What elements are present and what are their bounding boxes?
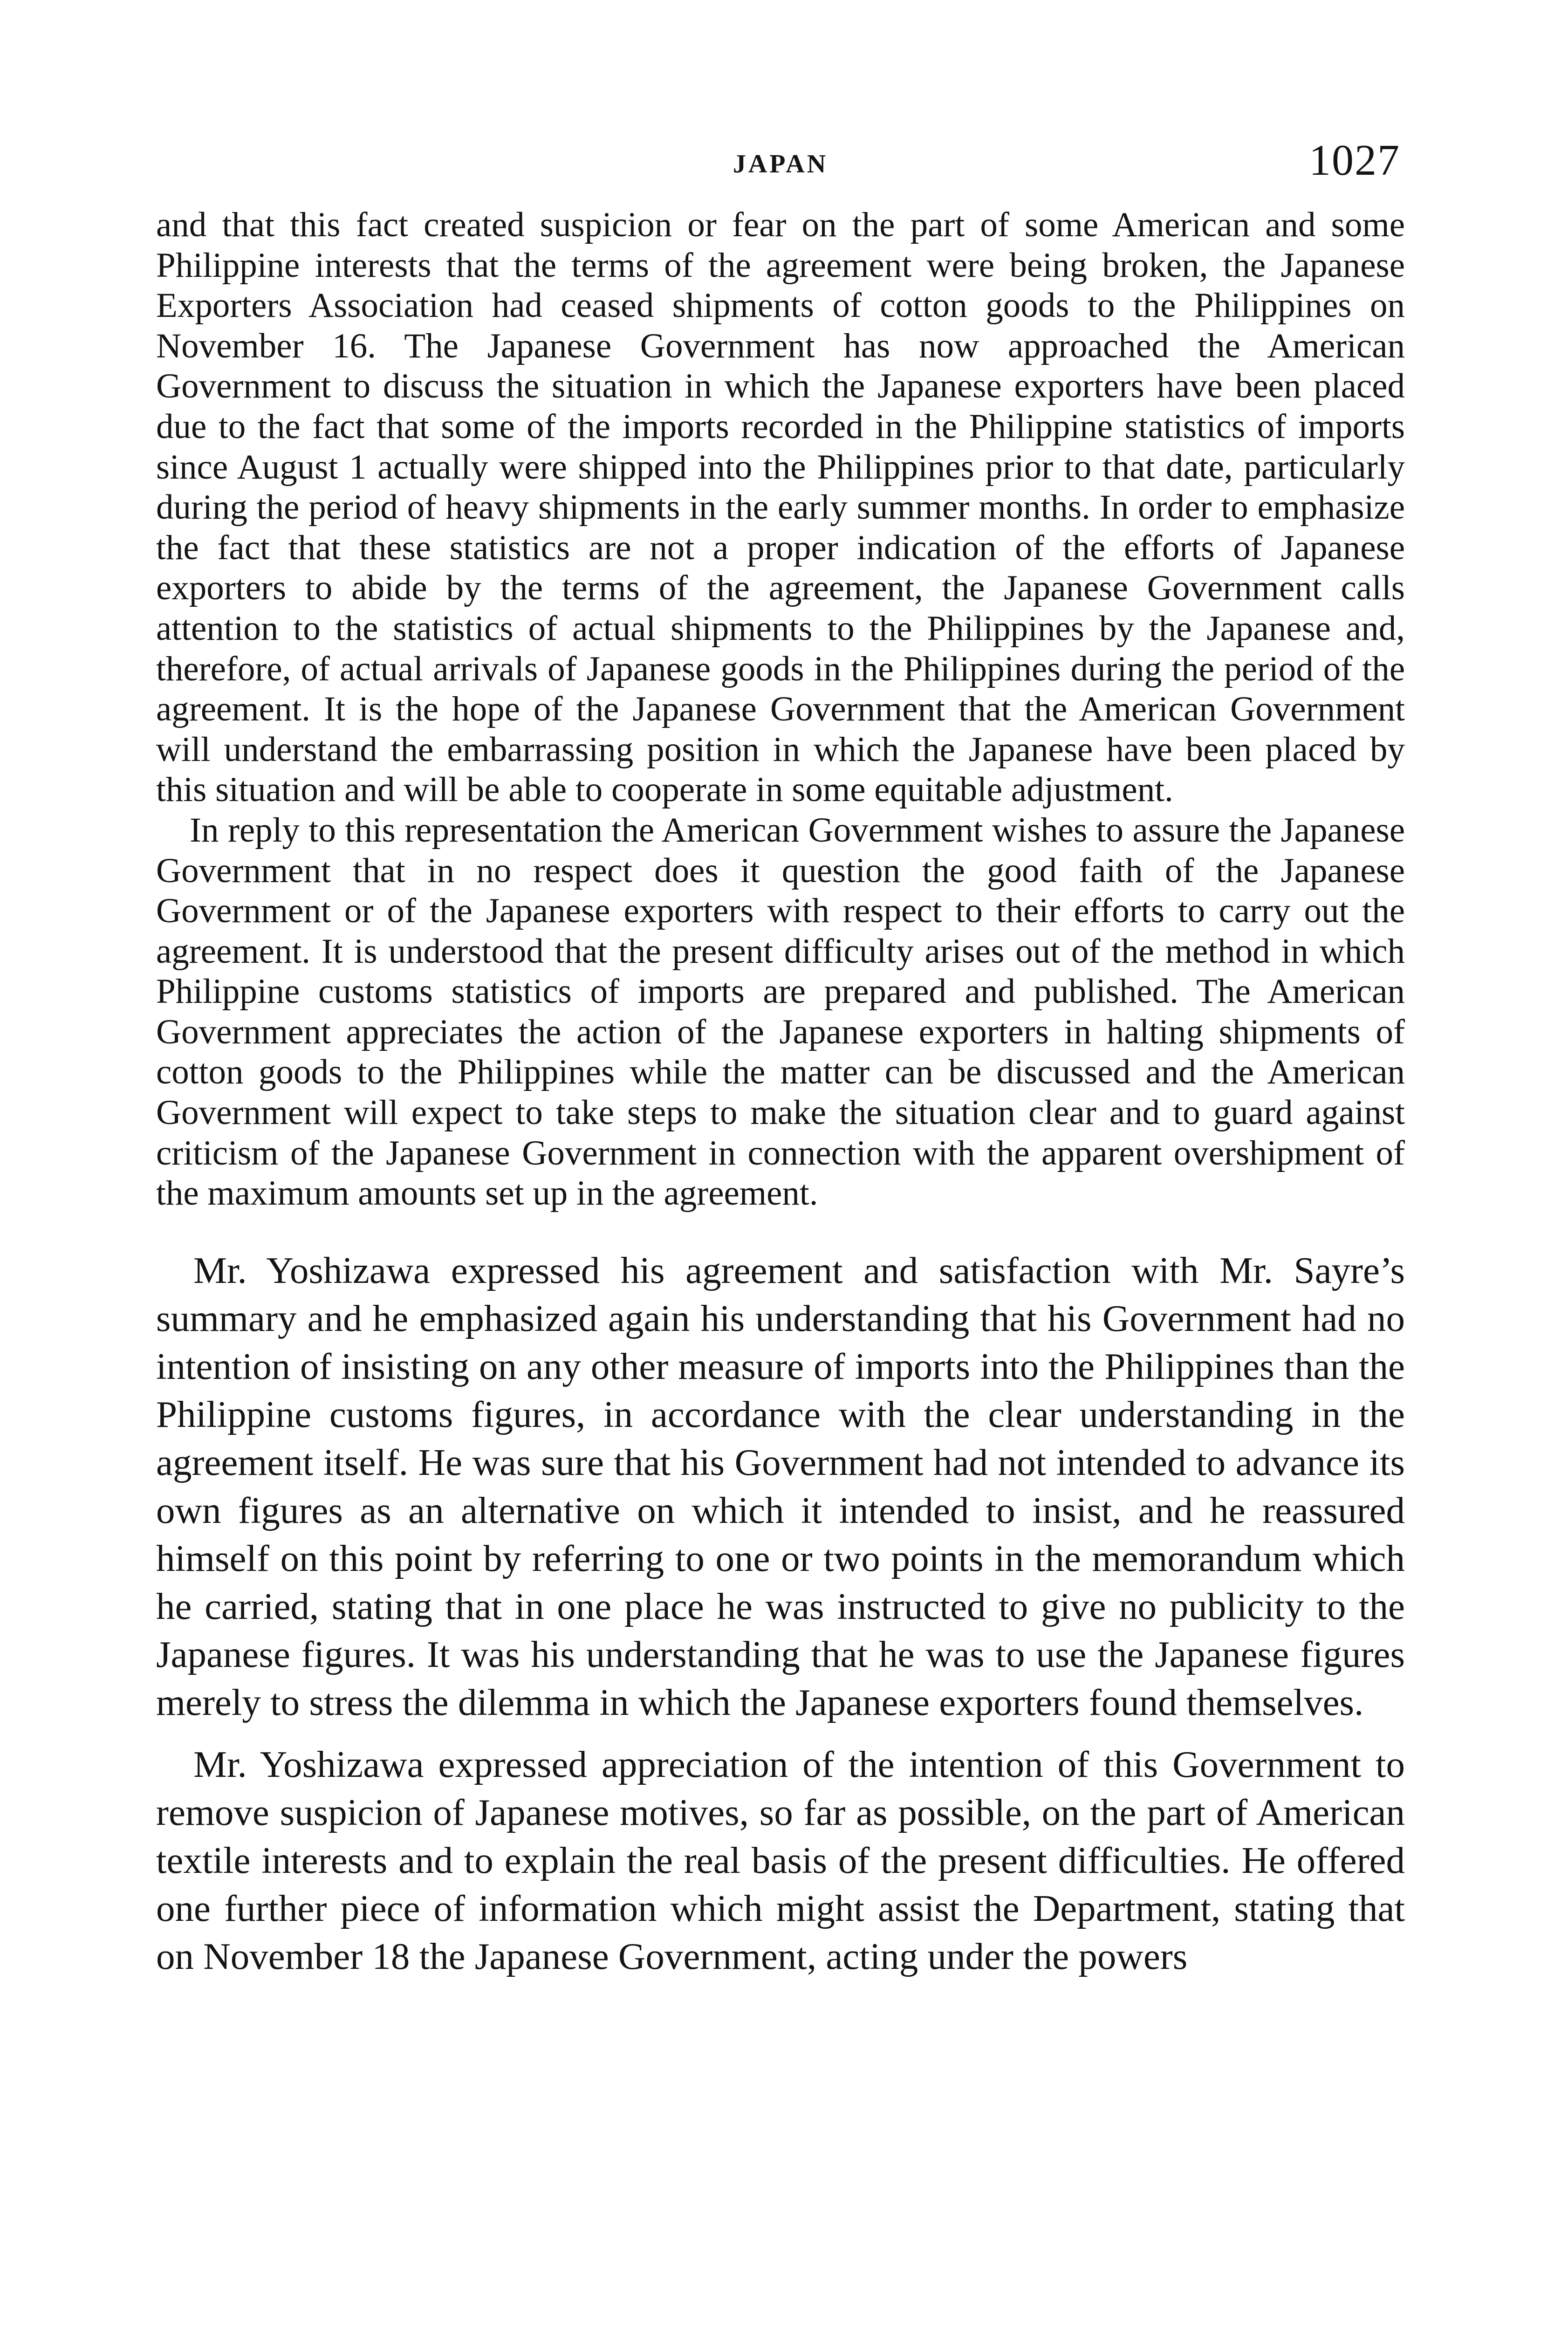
quoted-memorandum [156,205,1405,1214]
running-head [156,135,1405,186]
running-title: JAPAN [733,150,829,178]
body-text [156,1247,1405,1980]
page-number: 1027 [1309,136,1400,185]
body-paragraph-2: Mr. Yoshizawa expressed appreciation of the intention of this Government to remove suspicion of Japanese motives, so far as possible, on the part of American textile interests and to explain the real basis of the present difficulties. He offered one further piece of information which might assist the Department, stating that on November 18 the Japanese Government, acting under the powers [156,1743,1405,1977]
quote-paragraph-2: In reply to this representation the American Government wishes to assure the Japanese Government that in no respect does it question the good faith of the Japanese Government or of the Japanese exporters with respect to their efforts to carry out the agreement. It is understood that the present difficulty arises out of the method in which Philippine customs statistics of imports are prepared and published. The American Government appreciates the action of the Japanese exporters in halting shipments of cotton goods to the Philippines while the matter can be discussed and the American Government will expect to take steps to make the situation clear and to guard against criticism of the Japanese Government in connection with the apparent overshipment of the maximum amounts set up in the agreement. [156,810,1405,1213]
document-page [156,135,1405,1980]
quote-paragraph-1: and that this fact created suspicion or fear on the part of some American and some Philippine interests that the terms of the agreement were being broken, the Japanese Exporters Association had ceased shipments of cotton goods to the Philippines on November 16. The Japanese Government has now approached the American Government to discuss the situation in which the Japanese exporters have been placed due to the fact that some of the imports recorded in the Philippine statistics of imports since August 1 actually were shipped into the Philippines prior to that date, particularly during the period of heavy shipments in the early summer months. In order to emphasize the fact that these statistics are not a proper indication of the efforts of Japanese exporters to abide by the terms of the agreement, the Japanese Government calls attention to the statistics of actual shipments to the Philippines by the Japanese and, therefore, of actual arrivals of Japanese goods in the Philippines during the period of the agreement. It is the hope of the Japanese Government that the American Government will understand the embarrassing position in which the Japanese have been placed by this situation and will be able to cooperate in some equitable adjustment. [156,206,1405,809]
body-paragraph-1: Mr. Yoshizawa expressed his agreement and satisfaction with Mr. Sayre’s summary and he emphasized again his understanding that his Government had no intention of insisting on any other measure of imports into the Philippines than the Philippine customs figures, in accordance with the clear understanding in the agreement itself. He was sure that his Government had not intended to advance its own figures as an alternative on which it intended to insist, and he reassured himself on this point by referring to one or two points in the memorandum which he carried, stating that in one place he was instructed to give no publicity to the Japanese figures. It was his understanding that he was to use the Japanese figures merely to stress the dilemma in which the Japanese exporters found themselves. [156,1249,1405,1723]
